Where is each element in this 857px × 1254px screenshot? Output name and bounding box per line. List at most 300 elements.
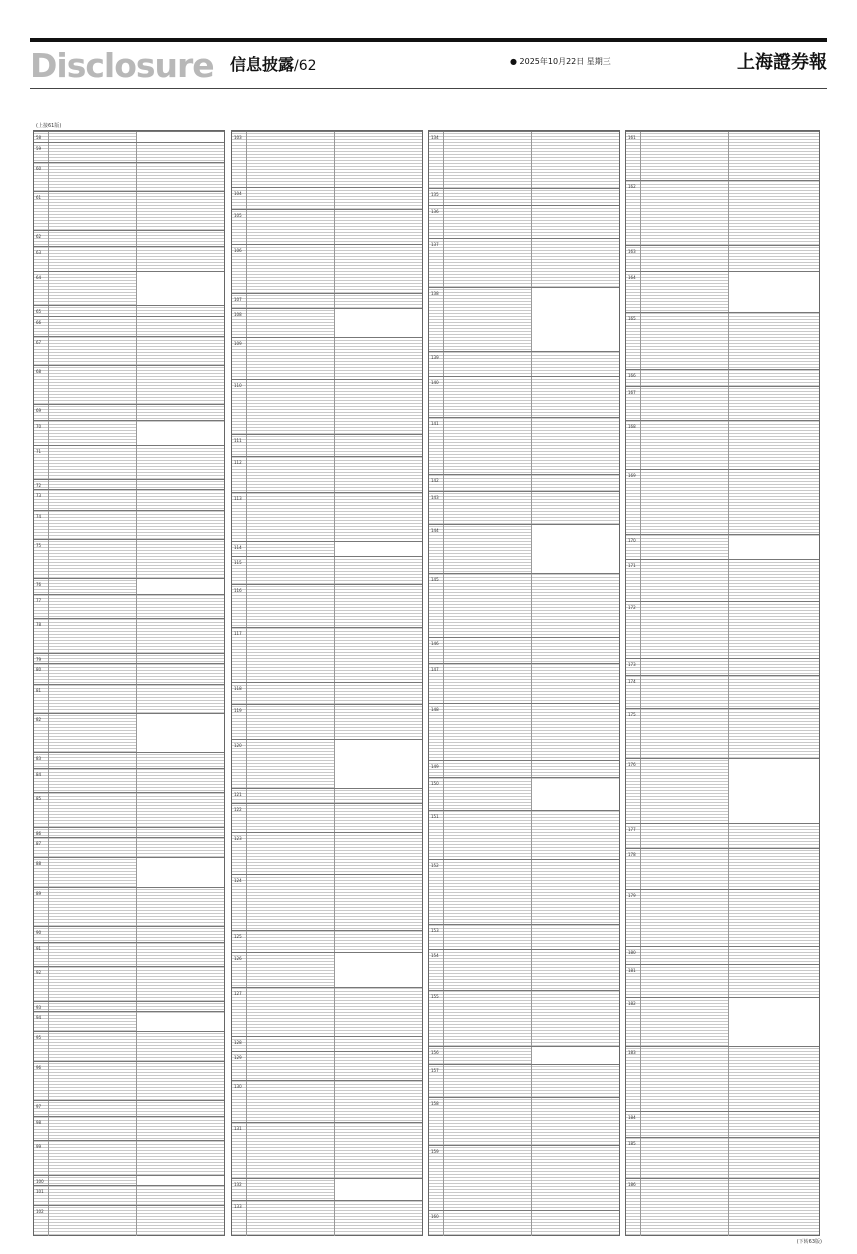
row-divider: [640, 890, 641, 947]
row-divider: [728, 181, 729, 246]
row-divider: [531, 1146, 532, 1210]
row-divider: [728, 659, 729, 677]
table-row: [232, 187, 422, 210]
row-divider: [136, 943, 137, 968]
row-divider: [334, 789, 335, 804]
row-divider: [246, 1081, 247, 1123]
row-number: 169: [628, 472, 636, 478]
row-divider: [48, 143, 49, 163]
table-row: [429, 663, 619, 705]
row-number: 66: [36, 319, 42, 325]
row-divider: [531, 991, 532, 1048]
table-row: [34, 142, 224, 163]
row-number: 141: [431, 421, 439, 427]
table-row: [34, 489, 224, 510]
row-divider: [640, 998, 641, 1047]
table-row: [626, 889, 819, 947]
row-number: 144: [431, 528, 439, 534]
row-number: 158: [431, 1100, 439, 1106]
row-number: 105: [234, 212, 242, 218]
row-divider: [136, 1117, 137, 1142]
row-divider: [48, 664, 49, 684]
row-divider: [443, 664, 444, 705]
table-row: [626, 534, 819, 560]
row-number: 59: [36, 145, 42, 151]
empty-cell: [729, 536, 819, 560]
row-number: 78: [36, 622, 42, 628]
table-row: [429, 287, 619, 352]
row-number: 136: [431, 208, 439, 214]
row-divider: [48, 1062, 49, 1101]
row-number: 75: [36, 543, 42, 549]
table-row: [626, 469, 819, 535]
row-number: 97: [36, 1104, 42, 1110]
row-divider: [728, 849, 729, 890]
row-divider: [531, 492, 532, 525]
table-row: [232, 788, 422, 804]
row-number: 64: [36, 274, 42, 280]
table-row: [429, 1145, 619, 1210]
row-divider: [136, 446, 137, 480]
row-divider: [640, 535, 641, 560]
row-divider: [640, 421, 641, 470]
empty-cell: [532, 779, 619, 811]
table-row: [232, 492, 422, 542]
row-number: 69: [36, 408, 42, 414]
row-number: 163: [628, 249, 636, 255]
row-number: 79: [36, 656, 42, 662]
table-row: [34, 578, 224, 594]
row-number: 88: [36, 861, 42, 867]
table-row: [429, 703, 619, 761]
row-divider: [334, 435, 335, 457]
row-divider: [48, 272, 49, 306]
row-divider: [136, 247, 137, 272]
row-divider: [640, 181, 641, 246]
row-divider: [246, 585, 247, 627]
row-divider: [246, 435, 247, 457]
table-row: [232, 832, 422, 875]
row-divider: [246, 1037, 247, 1052]
table-row: [232, 739, 422, 789]
row-divider: [334, 245, 335, 294]
table-row: [34, 191, 224, 231]
row-divider: [136, 1062, 137, 1101]
row-divider: [728, 1179, 729, 1236]
table-row: [429, 376, 619, 418]
row-divider: [531, 638, 532, 663]
row-divider: [531, 377, 532, 418]
row-number: 80: [36, 667, 42, 673]
empty-cell: [137, 859, 224, 888]
row-number: 128: [234, 1040, 242, 1046]
row-number: 121: [234, 792, 242, 798]
table-row: [34, 594, 224, 620]
row-number: 171: [628, 563, 636, 569]
row-divider: [728, 890, 729, 947]
row-divider: [531, 925, 532, 950]
empty-cell: [532, 526, 619, 574]
table-row: [429, 474, 619, 492]
table-row: [232, 1036, 422, 1052]
row-divider: [728, 1138, 729, 1179]
row-number: 86: [36, 830, 42, 836]
row-divider: [136, 793, 137, 827]
row-number: 142: [431, 477, 439, 483]
row-divider: [48, 247, 49, 272]
row-number: 177: [628, 826, 636, 832]
row-divider: [640, 965, 641, 998]
table-row: [626, 1046, 819, 1112]
row-divider: [48, 619, 49, 653]
row-divider: [334, 705, 335, 740]
section-name: 信息披露: [230, 55, 295, 74]
row-divider: [334, 457, 335, 492]
table-row: [429, 1046, 619, 1064]
row-number: 172: [628, 604, 636, 610]
row-number: 130: [234, 1083, 242, 1089]
row-divider: [640, 1047, 641, 1112]
row-divider: [136, 685, 137, 715]
row-divider: [48, 595, 49, 620]
row-divider: [136, 1206, 137, 1236]
table-row: [34, 1140, 224, 1175]
row-divider: [728, 1112, 729, 1137]
empty-cell: [335, 741, 422, 789]
row-divider: [640, 132, 641, 181]
row-number: 87: [36, 841, 42, 847]
table-column-4: [625, 130, 820, 1236]
row-divider: [136, 1186, 137, 1206]
page-number: /62: [294, 58, 317, 74]
row-number: 115: [234, 559, 242, 565]
row-number: 151: [431, 814, 439, 820]
row-number: 160: [431, 1213, 439, 1219]
row-divider: [136, 619, 137, 653]
row-divider: [640, 676, 641, 709]
row-number: 157: [431, 1067, 439, 1073]
row-divider: [531, 811, 532, 860]
row-divider: [443, 925, 444, 950]
table-row: [232, 584, 422, 627]
row-divider: [728, 246, 729, 271]
row-number: 138: [431, 290, 439, 296]
row-divider: [443, 704, 444, 761]
row-number: 114: [234, 544, 242, 550]
table-row: [232, 987, 422, 1037]
table-row: [429, 859, 619, 924]
table-row: [626, 997, 819, 1047]
row-number: 131: [234, 1126, 242, 1132]
row-number: 98: [36, 1119, 42, 1125]
table-row: [232, 541, 422, 557]
row-divider: [48, 793, 49, 827]
row-divider: [531, 704, 532, 761]
row-divider: [48, 579, 49, 594]
row-divider: [443, 1211, 444, 1236]
row-divider: [246, 931, 247, 953]
row-number: 103: [234, 135, 242, 140]
table-row: [232, 1122, 422, 1179]
row-divider: [136, 540, 137, 579]
empty-cell: [137, 422, 224, 446]
table-row: [626, 601, 819, 659]
row-divider: [531, 761, 532, 778]
row-divider: [246, 294, 247, 309]
row-divider: [48, 714, 49, 753]
row-divider: [640, 370, 641, 388]
row-number: 186: [628, 1181, 636, 1187]
table-row: [34, 365, 224, 405]
table-row: [232, 1200, 422, 1236]
row-number: 120: [234, 743, 242, 749]
row-divider: [443, 206, 444, 239]
table-row: [232, 244, 422, 294]
row-number: 143: [431, 495, 439, 501]
table-row: [34, 316, 224, 337]
row-number: 140: [431, 380, 439, 386]
row-number: 100: [36, 1178, 44, 1184]
row-divider: [640, 824, 641, 849]
table-row: [232, 308, 422, 338]
row-divider: [640, 659, 641, 677]
row-divider: [443, 638, 444, 663]
table-row: [34, 926, 224, 942]
row-divider: [48, 753, 49, 768]
table-row: [626, 946, 819, 965]
row-number: 107: [234, 296, 242, 302]
row-divider: [246, 380, 247, 436]
row-divider: [728, 370, 729, 388]
row-divider: [531, 132, 532, 189]
row-divider: [246, 542, 247, 557]
row-divider: [136, 490, 137, 510]
row-divider: [640, 560, 641, 601]
table-row: [232, 1178, 422, 1201]
row-number: 110: [234, 382, 242, 388]
row-divider: [136, 967, 137, 1001]
empty-cell: [335, 1180, 422, 1201]
table-row: [626, 1137, 819, 1179]
row-number: 168: [628, 423, 636, 429]
row-divider: [246, 557, 247, 586]
empty-cell: [532, 289, 619, 352]
row-divider: [443, 761, 444, 778]
row-divider: [640, 1179, 641, 1236]
row-divider: [443, 1047, 444, 1064]
row-divider: [136, 1032, 137, 1062]
table-row: [232, 930, 422, 953]
table-row: [429, 924, 619, 950]
table-row: [626, 420, 819, 470]
row-divider: [246, 132, 247, 188]
row-number: 126: [234, 955, 242, 961]
row-divider: [728, 132, 729, 181]
table-row: [34, 420, 224, 446]
row-number: 145: [431, 576, 439, 582]
row-number: 137: [431, 242, 439, 247]
row-divider: [246, 628, 247, 684]
table-row: [626, 758, 819, 824]
table-row: [34, 857, 224, 888]
row-number: 146: [431, 641, 439, 647]
row-number: 164: [628, 274, 636, 280]
table-row: [429, 637, 619, 663]
table-row: [34, 336, 224, 367]
row-number: 184: [628, 1115, 636, 1121]
row-number: 176: [628, 761, 636, 767]
row-divider: [640, 1112, 641, 1137]
row-divider: [334, 338, 335, 380]
table-row: [626, 180, 819, 246]
row-divider: [334, 988, 335, 1037]
row-number: 74: [36, 513, 42, 519]
row-divider: [48, 421, 49, 446]
row-divider: [443, 811, 444, 860]
row-number: 117: [234, 630, 242, 636]
row-divider: [48, 1117, 49, 1142]
row-divider: [728, 470, 729, 535]
row-divider: [48, 1206, 49, 1236]
table-row: [626, 312, 819, 370]
row-number: 179: [628, 893, 636, 899]
table-row: [232, 556, 422, 586]
row-number: 81: [36, 687, 42, 693]
table-row: [34, 539, 224, 579]
row-divider: [136, 769, 137, 794]
table-row: [429, 810, 619, 860]
table-row: [34, 1100, 224, 1116]
table-row: [429, 573, 619, 638]
empty-cell: [137, 273, 224, 306]
row-number: 67: [36, 339, 42, 345]
row-number: 154: [431, 952, 439, 958]
row-divider: [334, 557, 335, 586]
table-row: [429, 524, 619, 574]
row-number: 65: [36, 308, 42, 314]
row-number: 106: [234, 247, 242, 253]
row-number: 104: [234, 190, 242, 196]
row-divider: [531, 574, 532, 638]
row-divider: [246, 1123, 247, 1179]
row-divider: [246, 210, 247, 245]
row-divider: [531, 664, 532, 705]
row-number: 108: [234, 311, 242, 317]
row-number: 132: [234, 1181, 242, 1187]
row-number: 165: [628, 315, 636, 321]
table-row: [34, 404, 224, 420]
empty-cell: [137, 580, 224, 594]
table-row: [626, 675, 819, 709]
row-divider: [334, 931, 335, 953]
table-row: [34, 684, 224, 715]
row-divider: [246, 1201, 247, 1236]
table-row: [626, 1111, 819, 1137]
table-row: [34, 445, 224, 480]
row-number: 94: [36, 1015, 42, 1021]
publish-date: 2025年10月22日 星期三: [519, 57, 611, 66]
row-divider: [640, 272, 641, 313]
table-row: [34, 271, 224, 306]
table-row: [626, 245, 819, 271]
row-divider: [246, 493, 247, 542]
row-number: 70: [36, 423, 42, 429]
row-divider: [728, 387, 729, 420]
row-number: 133: [234, 1203, 242, 1209]
row-divider: [443, 525, 444, 574]
row-divider: [640, 1138, 641, 1179]
continued-from-note: (上接61版): [36, 123, 62, 129]
row-divider: [728, 676, 729, 709]
row-divider: [136, 927, 137, 942]
continued-to-note: (下转63版): [796, 1239, 822, 1245]
row-divider: [334, 493, 335, 542]
table-row: [429, 188, 619, 206]
row-divider: [136, 511, 137, 541]
table-row: [232, 337, 422, 380]
table-row: [232, 704, 422, 740]
row-divider: [48, 337, 49, 367]
row-number: 116: [234, 588, 242, 594]
row-divider: [48, 490, 49, 510]
row-divider: [728, 709, 729, 758]
row-divider: [728, 560, 729, 601]
row-divider: [246, 338, 247, 380]
row-number: 89: [36, 891, 42, 897]
row-divider: [48, 858, 49, 888]
row-divider: [246, 188, 247, 210]
table-row: [34, 942, 224, 968]
row-number: 62: [36, 234, 42, 240]
row-divider: [728, 824, 729, 849]
table-row: [232, 293, 422, 309]
row-divider: [136, 317, 137, 337]
row-divider: [246, 457, 247, 492]
row-divider: [334, 1123, 335, 1179]
row-divider: [246, 988, 247, 1037]
row-number: 127: [234, 991, 242, 997]
row-divider: [48, 231, 49, 246]
row-divider: [334, 1201, 335, 1236]
row-divider: [136, 366, 137, 405]
table-row: [429, 1210, 619, 1236]
row-divider: [48, 163, 49, 193]
table-row: [34, 246, 224, 272]
table-row: [232, 379, 422, 436]
row-number: 101: [36, 1189, 44, 1195]
row-divider: [531, 352, 532, 377]
row-divider: [334, 833, 335, 875]
row-divider: [48, 192, 49, 231]
row-divider: [531, 189, 532, 206]
row-divider: [48, 943, 49, 968]
row-divider: [443, 239, 444, 288]
table-row: [232, 627, 422, 684]
table-row: [34, 230, 224, 246]
row-divider: [136, 405, 137, 420]
table-column-3: [428, 130, 620, 1236]
row-number: 122: [234, 807, 242, 813]
table-row: [626, 708, 819, 758]
table-row: [34, 966, 224, 1001]
row-number: 123: [234, 836, 242, 842]
row-number: 119: [234, 708, 242, 714]
row-divider: [246, 953, 247, 988]
empty-cell: [137, 1013, 224, 1032]
row-divider: [443, 860, 444, 924]
row-divider: [531, 1065, 532, 1098]
row-divider: [334, 683, 335, 705]
